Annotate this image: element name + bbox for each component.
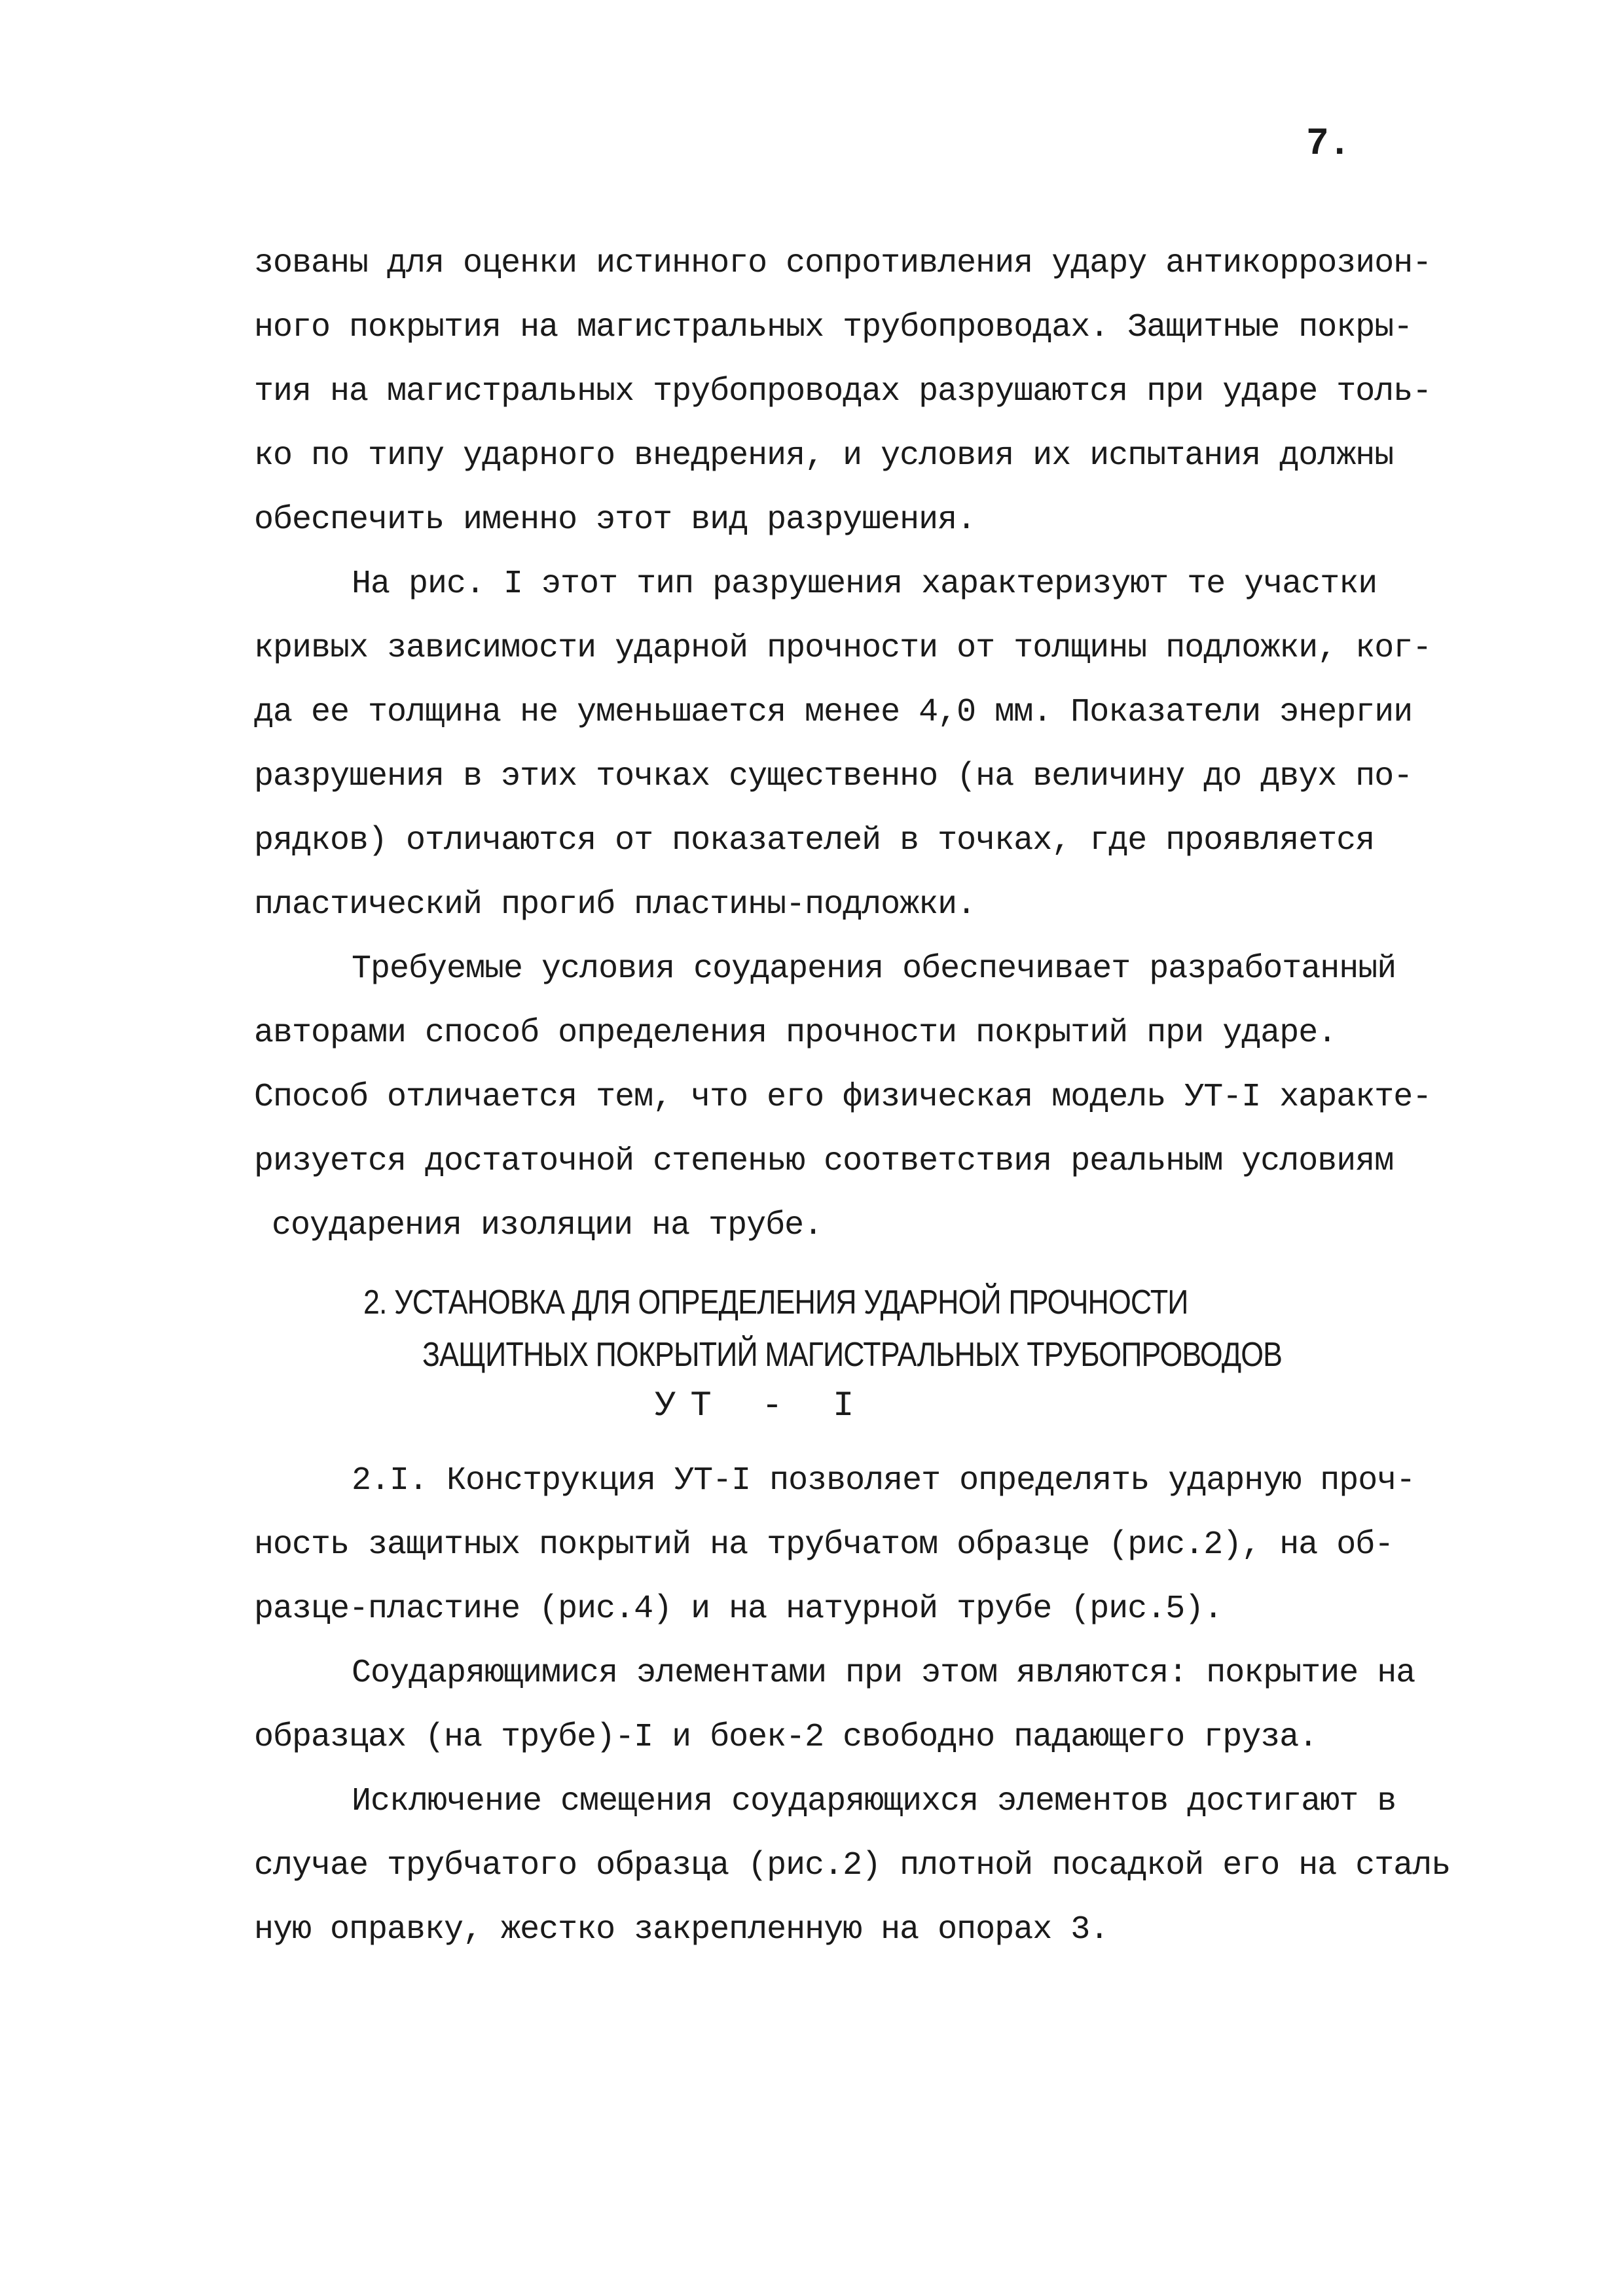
text-line: 2.I. Конструкция УТ-I позволяет определять ударную проч- [352, 1462, 1415, 1499]
text-line: рядков) отличаются от показателей в точках, где проявляется [254, 822, 1375, 859]
text-line: ного покрытия на магистральных трубопроводах. Защитные покры- [254, 309, 1413, 346]
section-heading-line-1: 2. УСТАНОВКА ДЛЯ ОПРЕДЕЛЕНИЯ УДАРНОЙ ПРОЧНОСТИ [363, 1283, 1188, 1321]
text-line: Соударяющимися элементами при этом являются: покрытие на [352, 1655, 1415, 1692]
text-line: ность защитных покрытий на трубчатом образце (рис.2), на об- [254, 1526, 1394, 1564]
text-line: Требуемые условия соударения обеспечивает разработанный [352, 950, 1396, 988]
text-line: авторами способ определения прочности покрытий при ударе. [254, 1014, 1337, 1052]
text-line: образцах (на трубе)-I и боек-2 свободно падающего груза. [254, 1719, 1318, 1756]
text-line: ко по типу ударного внедрения, и условия их испытания должны [254, 437, 1394, 475]
text-line: разце-пластине (рис.4) и на натурной трубе (рис.5). [254, 1590, 1223, 1628]
text-line: На рис. I этот тип разрушения характеризуют те участки [352, 565, 1377, 603]
text-line: Исключение смещения соударяющихся элементов достигают в [352, 1783, 1396, 1820]
text-line: соударения изоляции на трубе. [272, 1207, 823, 1244]
text-line: пластический прогиб пластины-подложки. [254, 886, 976, 924]
page-number: 7. [1306, 123, 1351, 166]
text-line: случае трубчатого образца (рис.2) плотной посадкой его на сталь [254, 1847, 1451, 1884]
section-heading-device-code: УТ - I [655, 1386, 869, 1426]
section-heading-line-2: ЗАЩИТНЫХ ПОКРЫТИЙ МАГИСТРАЛЬНЫХ ТРУБОПРОВОДОВ [422, 1336, 1283, 1374]
text-line: да ее толщина не уменьшается менее 4,0 мм. Показатели энергии [254, 694, 1413, 731]
text-line: ризуется достаточной степенью соответствия реальным условиям [254, 1143, 1394, 1180]
text-line: тия на магистральных трубопроводах разрушаются при ударе толь- [254, 373, 1432, 410]
text-line: разрушения в этих точках существенно (на величину до двух по- [254, 758, 1413, 795]
text-line: обеспечить именно этот вид разрушения. [254, 501, 976, 539]
text-line: Способ отличается тем, что его физическая модель УТ-I характе- [254, 1079, 1432, 1116]
text-line: кривых зависимости ударной прочности от толщины подложки, ког- [254, 630, 1432, 667]
text-line: ную оправку, жестко закрепленную на опорах 3. [254, 1911, 1109, 1948]
text-line: зованы для оценки истинного сопротивления удару антикоррозион- [254, 245, 1432, 282]
